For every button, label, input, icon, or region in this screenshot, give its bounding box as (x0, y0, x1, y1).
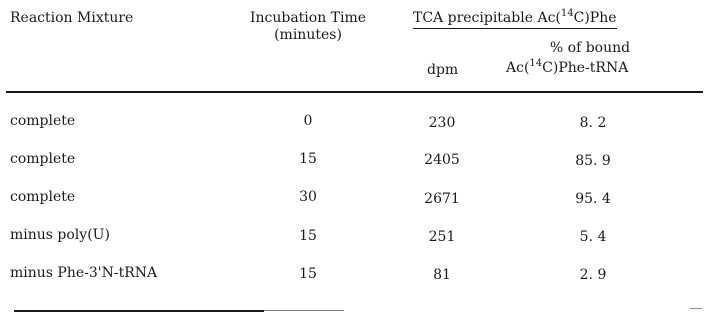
cell-time: 15 (299, 266, 317, 282)
cell-dpm: 2671 (424, 191, 460, 207)
header-tca-precipitable: TCA precipitable Ac($^{14}$C)Phe (413, 7, 617, 29)
cell-percent: 85. 9 (575, 153, 611, 169)
cell-percent: 5. 4 (579, 229, 607, 245)
cell-time: 0 (303, 113, 313, 129)
cell-mixture: minus Phe-3'N-tRNA (10, 265, 158, 281)
cell-time: 15 (299, 228, 317, 244)
bottom-rule-mid (264, 310, 344, 311)
cell-mixture: complete (10, 113, 76, 129)
header-percent-bound-line1: % of bound (549, 40, 631, 56)
cell-mixture: complete (10, 189, 76, 205)
header-percent-bound-line2: Ac($^{14}$C)Phe-tRNA (506, 58, 629, 76)
cell-dpm: 251 (428, 229, 456, 245)
header-rule (6, 91, 703, 93)
cell-percent: 8. 2 (579, 115, 607, 131)
cell-mixture: complete (10, 151, 76, 167)
bottom-rule-right-mark (690, 308, 702, 309)
header-incubation-unit: (minutes) (274, 27, 342, 43)
cell-percent: 95. 4 (575, 191, 611, 207)
cell-time: 15 (299, 151, 317, 167)
bottom-rule-left (14, 310, 264, 312)
cell-dpm: 2405 (424, 152, 460, 168)
cell-dpm: 230 (428, 115, 456, 131)
header-incubation-time: Incubation Time (249, 10, 367, 26)
cell-dpm: 81 (433, 267, 451, 283)
cell-percent: 2. 9 (579, 267, 607, 283)
header-reaction-mixture: Reaction Mixture (10, 10, 134, 26)
header-dpm: dpm (427, 62, 459, 78)
cell-mixture: minus poly(U) (10, 227, 110, 243)
cell-time: 30 (299, 189, 317, 205)
